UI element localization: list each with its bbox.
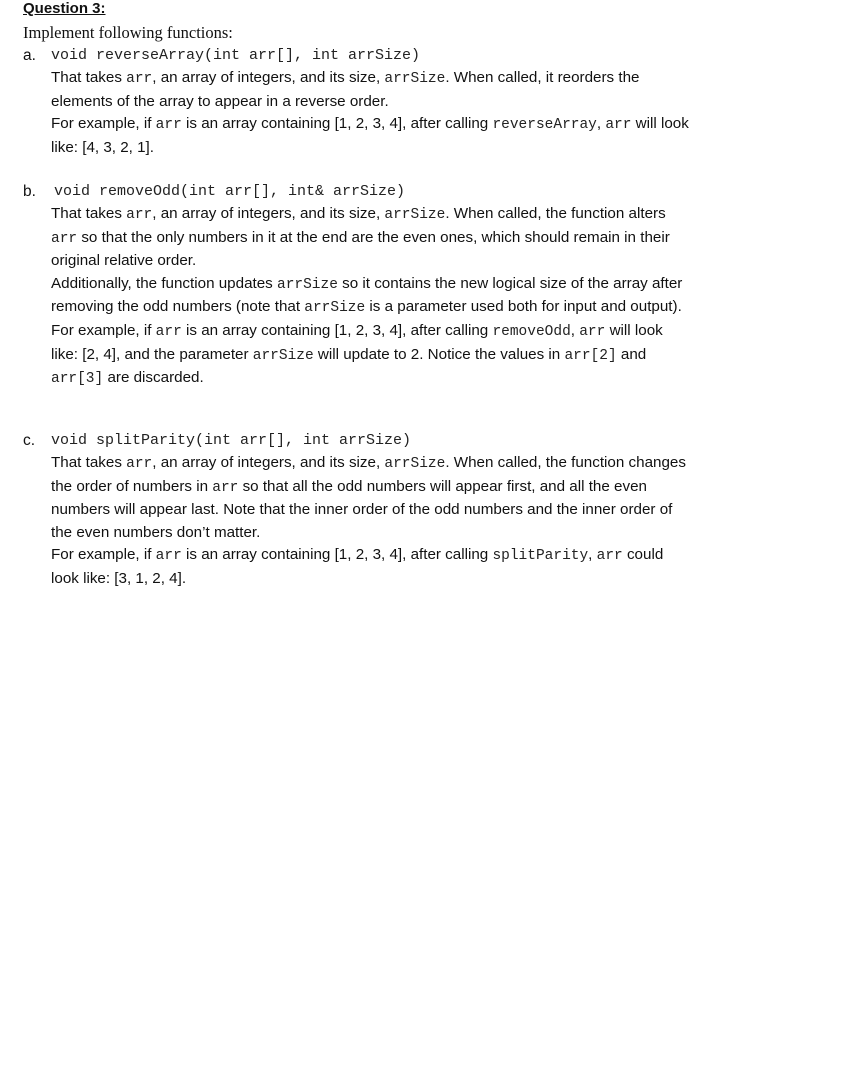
item-body xyxy=(51,203,691,391)
item-description: That takes arr, an array of integers, and its size, arrSize. When called, the function changes the order of numbers in arr so that all the odd numbers will appear first, and all the even numbers will appear last. Note that the inner order of the odd numbers and the inner order of the even numbers don’t matter. xyxy=(51,454,686,541)
function-signature: void reverseArray(int arr[], int arrSize) xyxy=(51,47,421,64)
item-example: For example, if arr is an array containing [1, 2, 3, 4], after calling reverseArray, arr will look like: [4, 3, 2, 1]. xyxy=(51,115,689,156)
item-body xyxy=(51,67,691,159)
item-description: That takes arr, an array of integers, and its size, arrSize. When called, the function alters arr so that the only numbers in it at the end are the even ones, which should remain in their original relative order. xyxy=(51,205,670,270)
item-example: For example, if arr is an array containing [1, 2, 3, 4], after calling removeOdd, arr will look like: [2, 4], and the parameter arrSize will update to 2. Notice the values in arr[2] and arr[3] are discarded. xyxy=(51,321,663,388)
function-signature: void splitParity(int arr[], int arrSize) xyxy=(51,432,412,449)
function-signature: void removeOdd(int arr[], int& arrSize) xyxy=(54,183,406,200)
item-marker: b. xyxy=(23,183,36,200)
code-arr: arr xyxy=(126,71,153,87)
item-example: For example, if arr is an array containing [1, 2, 3, 4], after calling splitParity, arr could look like: [3, 1, 2, 4]. xyxy=(51,546,664,587)
item-body xyxy=(51,452,691,591)
item-marker: c. xyxy=(23,432,36,449)
item-marker: a. xyxy=(23,47,36,64)
item-description: That takes arr, an array of integers, and its size, arrSize. When called, it reorders the elements of the array to appear in a reverse order. xyxy=(51,69,640,110)
code-arrsize: arrSize xyxy=(384,71,446,87)
question-title: Question 3: xyxy=(23,0,106,17)
item-additional: Additionally, the function updates arrSize so it contains the new logical size of the array after removing the odd numbers (note that arrSize is a parameter used both for input and output). xyxy=(51,274,683,317)
question-intro: Implement following functions: xyxy=(23,23,233,42)
